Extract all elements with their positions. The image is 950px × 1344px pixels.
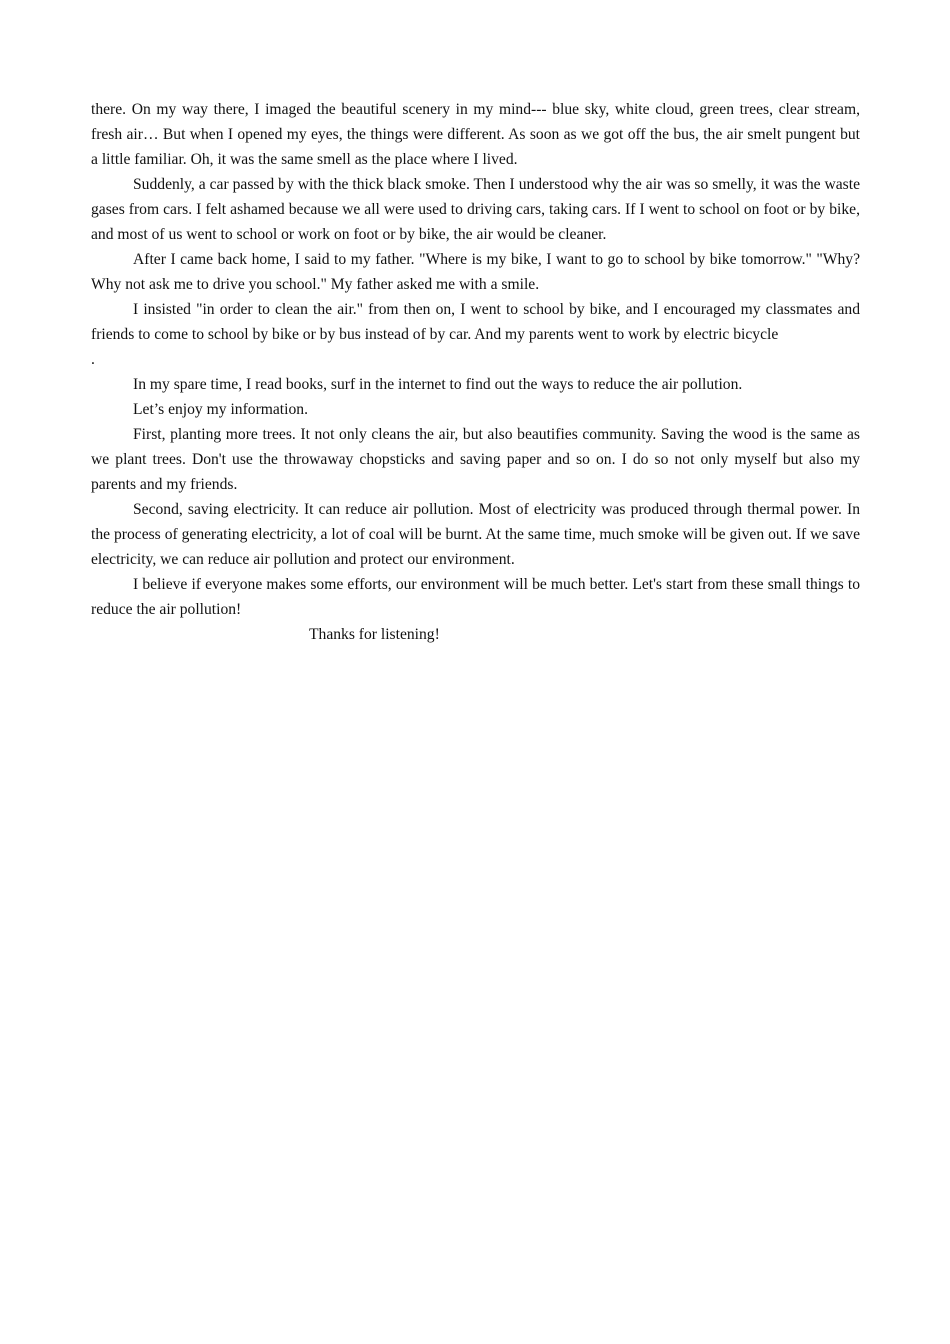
paragraph-spare-time: In my spare time, I read books, surf in the internet to find out the ways to reduce the air pollution. bbox=[133, 376, 743, 393]
document-body bbox=[91, 97, 860, 647]
closing-line: Thanks for listening! bbox=[309, 626, 440, 643]
paragraph-stray-period: . bbox=[91, 351, 95, 368]
paragraph-conclusion: I believe if everyone makes some efforts, our environment will be much better. Let's start from these small things to reduce the air pollution! bbox=[91, 576, 860, 618]
paragraph-planting-trees: First, planting more trees. It not only cleans the air, but also beautifies community. Saving the wood is the same as we plant trees. Don't use the throwaway chopsticks and saving paper and so on. I do so not only myself but also my parents and my friends. bbox=[91, 426, 860, 493]
paragraph-insisted: I insisted "in order to clean the air." from then on, I went to school by bike, and I encouraged my classmates and friends to come to school by bike or by bus instead of by car. And my parents went to work by electric bicycle bbox=[91, 301, 860, 343]
paragraph-enjoy-information: Let’s enjoy my information. bbox=[133, 401, 308, 418]
paragraph-bike-request: After I came back home, I said to my father. "Where is my bike, I want to go to school by bike tomorrow." "Why? Why not ask me to drive you school." My father asked me with a smile. bbox=[91, 251, 860, 293]
paragraph-car-smoke: Suddenly, a car passed by with the thick black smoke. Then I understood why the air was so smelly, it was the waste gases from cars. I felt ashamed because we all were used to driving cars, taking cars. If I went to school on foot or by bike, and most of us went to school or work on foot or by bike, the air would be cleaner. bbox=[91, 176, 860, 243]
paragraph-continuation: there. On my way there, I imaged the beautiful scenery in my mind--- blue sky, white cloud, green trees, clear stream, fresh air… But when I opened my eyes, the things were different. As soon as we got off the bus, the air smelt pungent but a little familiar. Oh, it was the same smell as the place where I lived. bbox=[91, 101, 860, 168]
paragraph-saving-electricity: Second, saving electricity. It can reduce air pollution. Most of electricity was produced through thermal power. In the process of generating electricity, a lot of coal will be burnt. At the same time, much smoke will be given out. If we save electricity, we can reduce air pollution and protect our environment. bbox=[91, 501, 860, 568]
